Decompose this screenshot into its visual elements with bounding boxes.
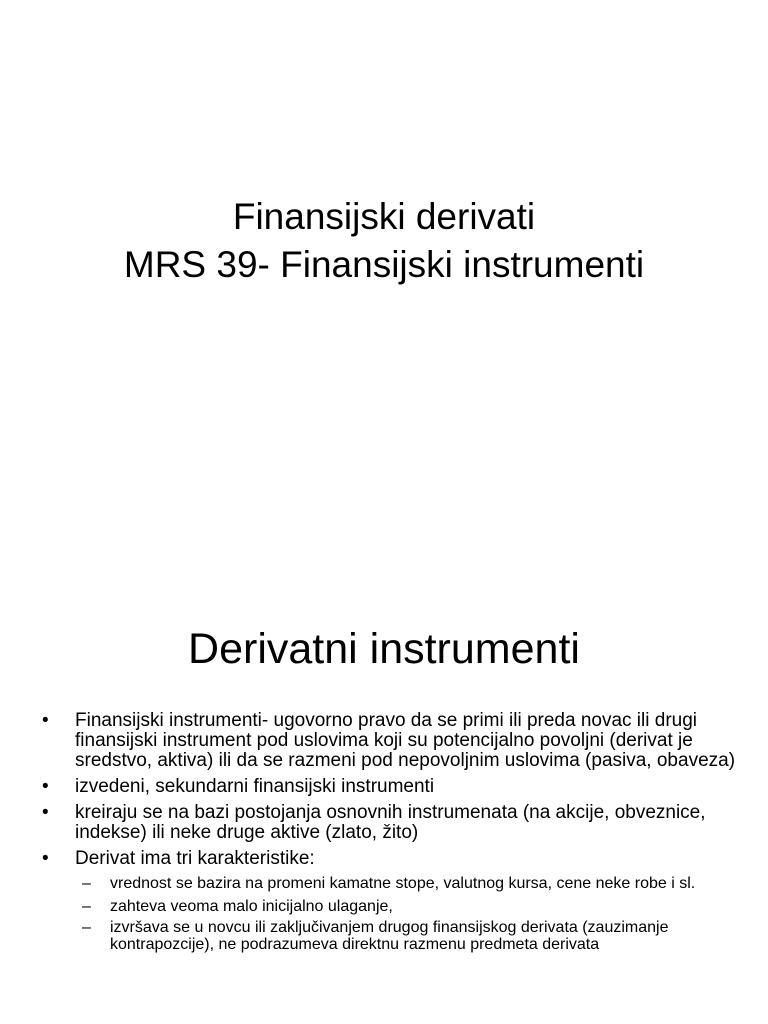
sub-bullet-text: zahteva veoma malo inicijalno ulaganje, [110,898,393,915]
bullet-text: Finansijski instrumenti- ugovorno pravo da se primi ili preda novac ili drugi finansijski instrument pod uslovima koji su potencijalno povoljni (derivat je sredstvo, aktiva) ili da se razmeni pod nepovoljnim uslovima (pasiva, obaveza) [75,710,736,771]
bullet-item [0,803,768,843]
bullet-marker: • [42,710,49,731]
bullet-item [0,849,768,869]
sub-bullet-marker: – [82,898,91,915]
sub-bullet-marker: – [82,875,91,892]
bullet-marker: • [42,848,49,869]
bullet-list [0,711,768,959]
sub-bullet-item [0,898,768,915]
section-heading: Derivatni instrumenti [188,625,580,673]
title-line-2: MRS 39- Finansijski instrumenti [123,244,645,285]
bullet-text: kreiraju se na bazi postojanja osnovnih instrumenata (na akcije, obveznice, indekse) ili neke druge aktive (zlato, žito) [75,802,706,843]
bullet-marker: • [42,776,49,797]
sub-bullet-item [0,919,768,953]
sub-bullet-marker: – [82,919,91,936]
bullet-text: Derivat ima tri karakteristike: [75,848,315,869]
title-line-1: Finansijski derivati [232,196,536,237]
bullet-marker: • [42,802,49,823]
sub-bullet-text: vrednost se bazira na promeni kamatne stope, valutnog kursa, cene neke robe i sl. [110,875,696,892]
bullet-text: izvedeni, sekundarni finansijski instrumenti [75,776,435,797]
bullet-item [0,777,768,797]
sub-bullet-text: izvršava se u novcu ili zaključivanjem drugog finansijskog derivata (zauzimanje kontrapozcije), ne podrazumeva direktnu razmenu predmeta derivata [110,919,669,953]
sub-bullet-item [0,875,768,892]
slide-title [0,193,768,289]
bullet-item [0,711,768,771]
